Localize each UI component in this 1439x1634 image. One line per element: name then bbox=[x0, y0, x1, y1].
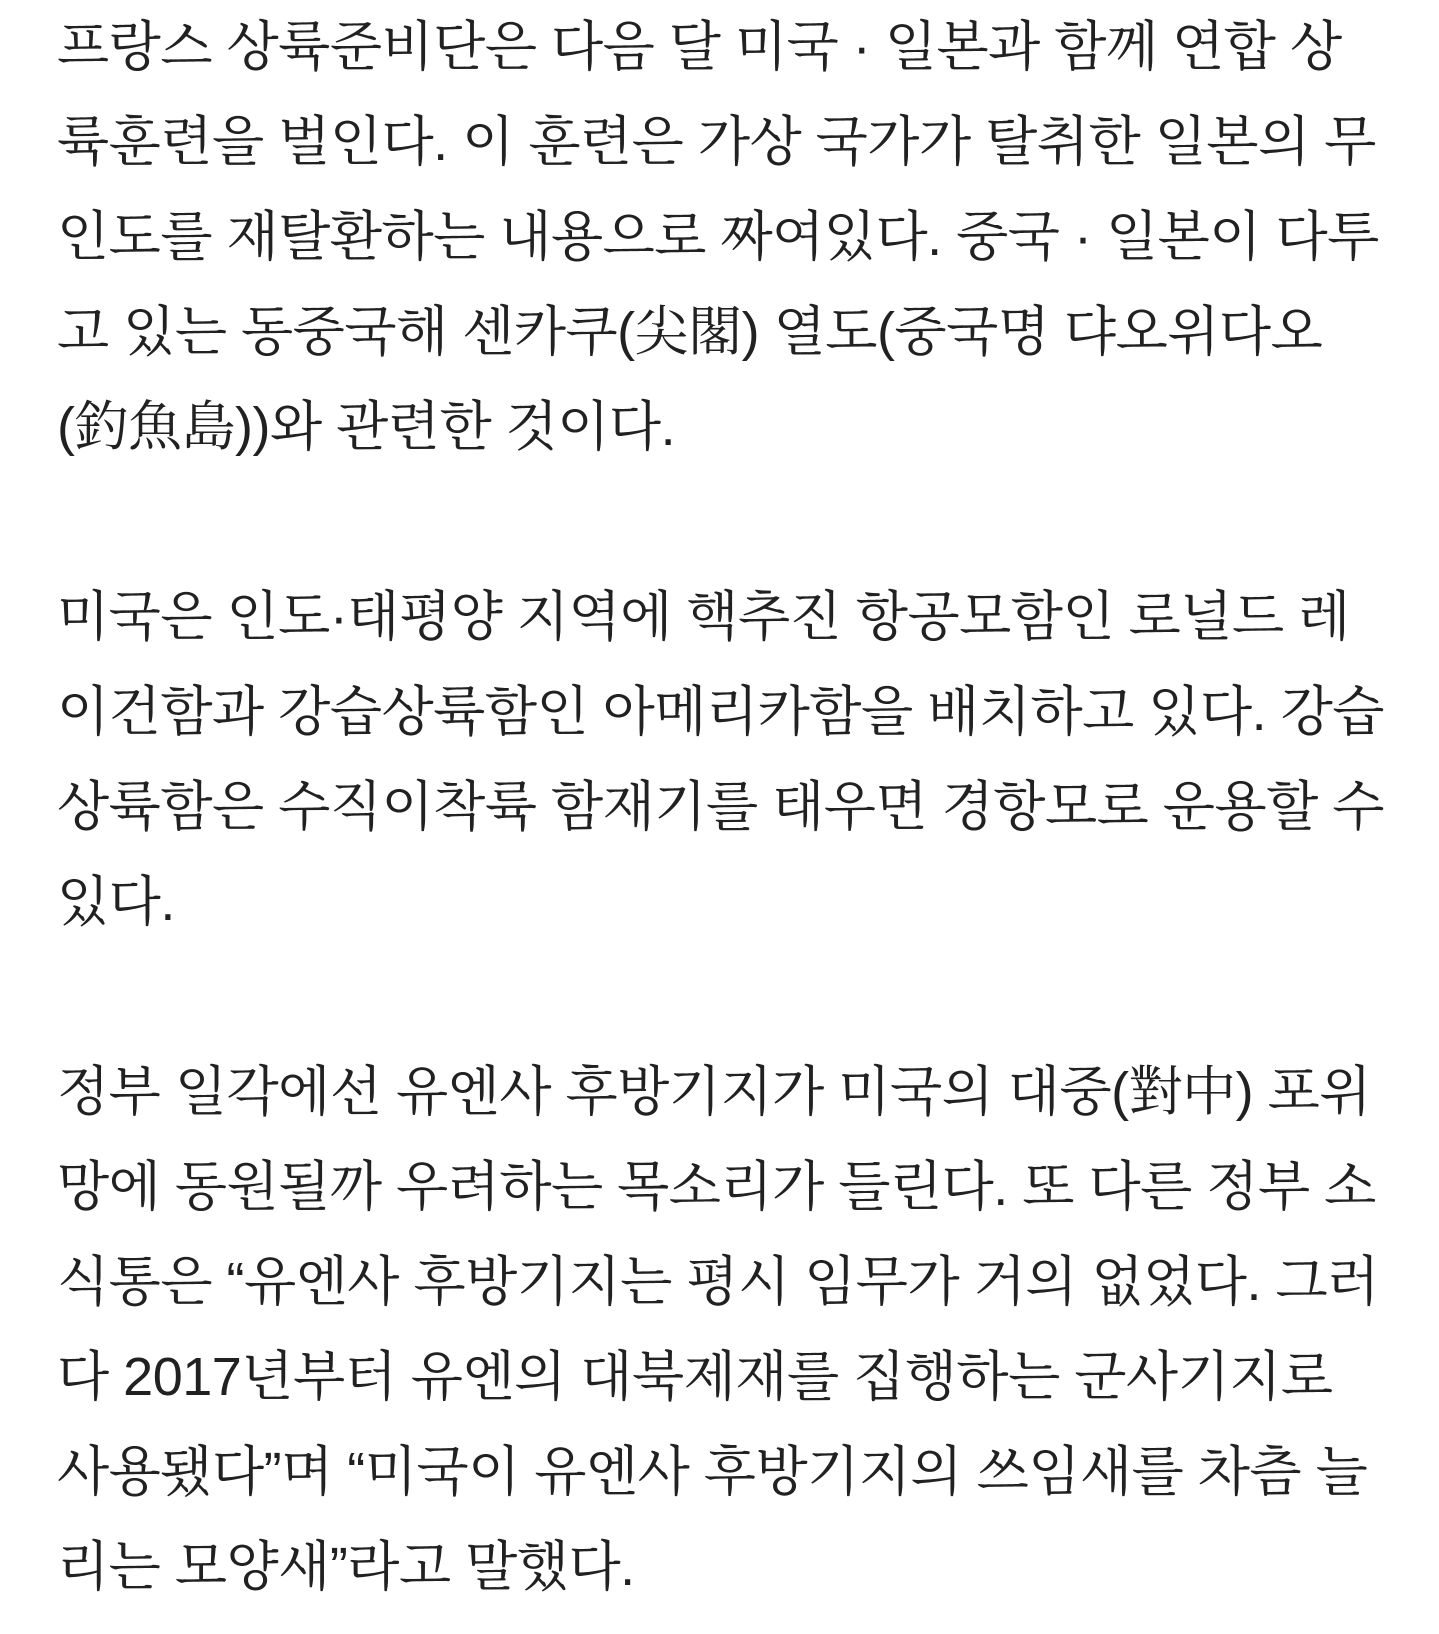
article-paragraph-1 bbox=[57, 0, 1399, 475]
article-line: 다 2017년부터 유엔의 대북제재를 집행하는 군사기지로 bbox=[57, 1347, 1333, 1407]
article-line: 륙훈련을 벌인다. 이 훈련은 가상 국가가 탈취한 일본의 무 bbox=[57, 112, 1376, 172]
article-line: 사용됐다”며 “미국이 유엔사 후방기지의 쓰임새를 차츰 늘 bbox=[57, 1442, 1368, 1502]
article-line: 있다. bbox=[57, 872, 175, 932]
article-line: 정부 일각에선 유엔사 후방기지가 미국의 대중(對中) 포위 bbox=[57, 1062, 1371, 1122]
article-line: (釣魚島))와 관련한 것이다. bbox=[57, 397, 676, 457]
article-paragraph-2 bbox=[57, 570, 1399, 950]
article-line: 인도를 재탈환하는 내용으로 짜여있다. 중국 · 일본이 다투 bbox=[57, 207, 1379, 267]
article-line: 이건함과 강습상륙함인 아메리카함을 배치하고 있다. 강습 bbox=[57, 682, 1384, 742]
article-paragraph-3 bbox=[57, 1045, 1399, 1615]
article-line: 프랑스 상륙준비단은 다음 달 미국 · 일본과 함께 연합 상 bbox=[57, 17, 1342, 77]
article-line: 상륙함은 수직이착륙 함재기를 태우면 경항모로 운용할 수 bbox=[57, 777, 1384, 837]
article-line: 고 있는 동중국해 센카쿠(尖閣) 열도(중국명 댜오위다오 bbox=[57, 302, 1323, 362]
article-line: 미국은 인도·태평양 지역에 핵추진 항공모함인 로널드 레 bbox=[57, 587, 1350, 647]
article-line: 식통은 “유엔사 후방기지는 평시 임무가 거의 없었다. 그러 bbox=[57, 1252, 1379, 1312]
article-line: 망에 동원될까 우려하는 목소리가 들린다. 또 다른 정부 소 bbox=[57, 1157, 1376, 1217]
article-line: 리는 모양새”라고 말했다. bbox=[57, 1537, 635, 1597]
